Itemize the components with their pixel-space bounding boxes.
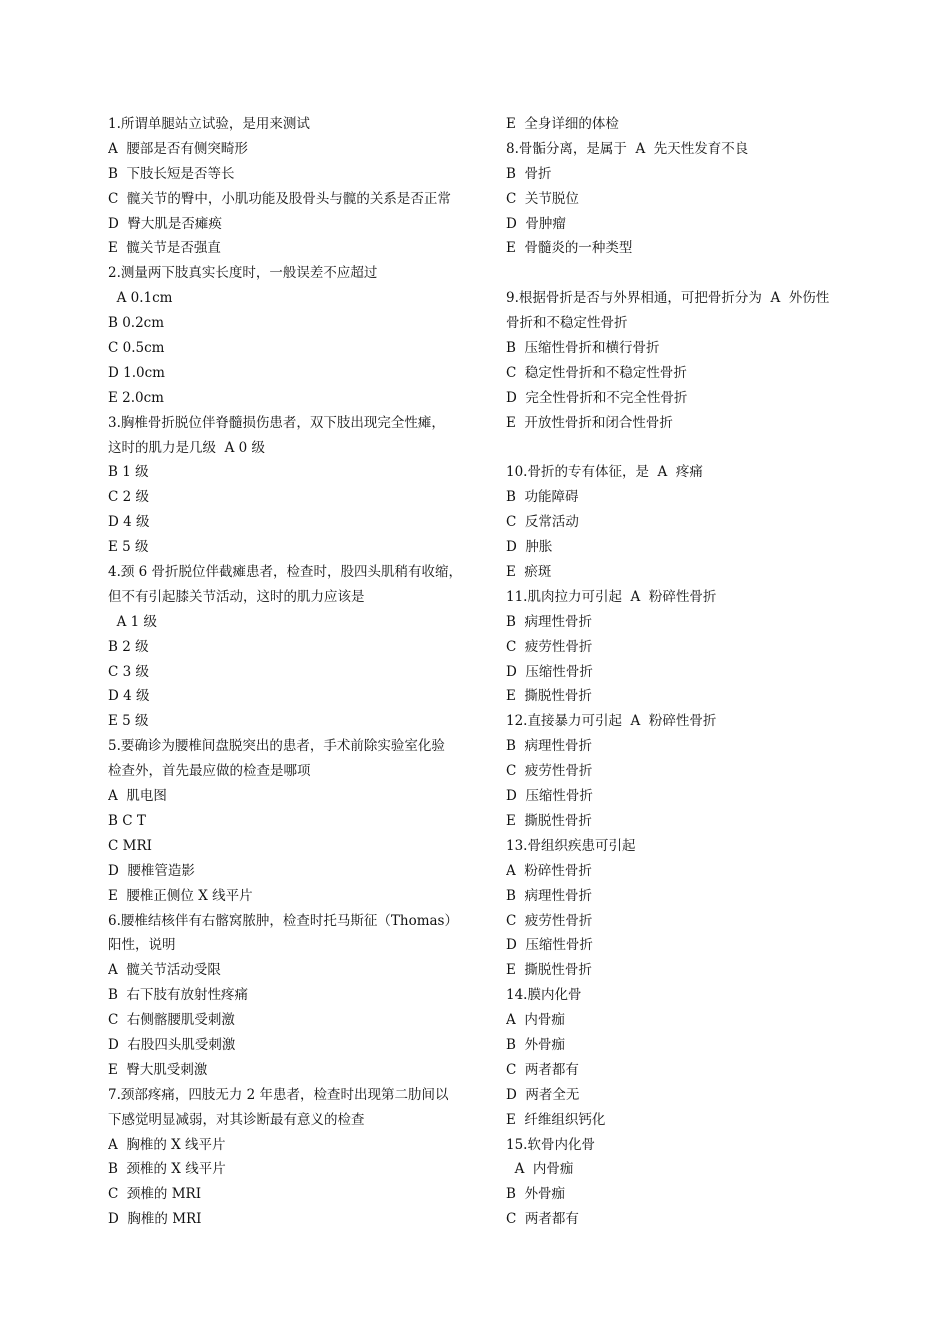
right-column-line [506,261,850,286]
left-column-line: A 胸椎的 X 线平片 [108,1136,226,1153]
right-column-line: D 压缩性骨折 [506,788,593,805]
left-column-line: D 4 级 [108,514,150,531]
right-column-line: C 稳定性骨折和不稳定性骨折 [506,364,687,381]
right-column-line: D 骨肿瘤 [506,215,566,232]
right-column-line: B 骨折 [506,165,552,182]
right-column-line: B 外骨痂 [506,1036,566,1053]
right-column-line: B 病理性骨折 [506,613,593,630]
left-column-line: C 颈椎的 MRI [108,1186,202,1203]
left-column-line: E 腰椎正侧位 X 线平片 [108,887,253,904]
left-column-line: D 4 级 [108,688,150,705]
left-column-line: 4.颈 6 骨折脱位伴截瘫患者，检查时，股四头肌稍有收缩， [108,564,463,581]
right-column-line: B 外骨痂 [506,1186,566,1203]
right-column-line: C 疲劳性骨折 [506,912,593,929]
right-column-line: 骨折和不稳定性骨折 [506,315,628,332]
left-column-line: 2.测量两下肢真实长度时，一般误差不应超过 [108,265,378,282]
right-column-line: C 两者都有 [506,1211,579,1228]
right-column-line: E 撕脱性骨折 [506,812,592,829]
left-column-line: 但不有引起膝关节活动，这时的肌力应该是 [108,588,365,605]
left-column-line: A 腰部是否有侧突畸形 [108,140,248,157]
left-column-line: E 2.0cm [108,389,164,406]
left-column-line: 下感觉明显减弱，对其诊断最有意义的检查 [108,1111,365,1128]
left-column-line: 5.要确诊为腰椎间盘脱突出的患者，手术前除实验室化验 [108,738,445,755]
right-column-line: D 肿胀 [506,539,553,556]
right-column-line: 13.骨组织疾患可引起 [506,837,636,854]
left-column-line: A 髋关节活动受限 [108,962,221,979]
right-column-line: A 粉碎性骨折 [506,862,592,879]
right-column-line: E 瘀斑 [506,564,552,581]
left-column-line: C 0.5cm [108,340,165,357]
left-column-line: C 右侧髂腰肌受刺激 [108,1012,235,1029]
right-column-line: C 关节脱位 [506,190,579,207]
left-column-line: B 0.2cm [108,315,165,332]
right-column-line: E 骨髓炎的一种类型 [506,240,633,257]
right-column-line: A 内骨痂 [506,1161,574,1178]
left-column-line: E 臀大肌受刺激 [108,1061,208,1078]
left-column-line: 检查外，首先最应做的检查是哪项 [108,763,311,780]
right-column-line: 12.直接暴力可引起 A 粉碎性骨折 [506,713,717,730]
right-column-line [506,436,850,461]
left-column-line: 6.腰椎结核伴有右髂窝脓肿，检查时托马斯征（Thomas） [108,912,458,929]
right-column-line: 15.软骨内化骨 [506,1136,595,1153]
left-column-line: A 肌电图 [108,788,167,805]
right-column-line: D 两者全无 [506,1086,580,1103]
right-column-line: E 纤维组织钙化 [506,1111,606,1128]
left-column-line: D 臀大肌是否瘫痪 [108,215,222,232]
left-column-line: B 右下肢有放射性疼痛 [108,987,249,1004]
right-column-line: B 病理性骨折 [506,887,593,904]
left-column-line: B 颈椎的 X 线平片 [108,1161,226,1178]
right-column-line: A 内骨痂 [506,1012,565,1029]
right-column-line: 14.膜内化骨 [506,987,582,1004]
left-column-line: E 髋关节是否强直 [108,240,221,257]
left-column-line: D 腰椎管造影 [108,862,195,879]
left-column-line: B 下肢长短是否等长 [108,165,235,182]
right-column-line: C 反常活动 [506,514,579,531]
right-column-line: D 压缩性骨折 [506,663,593,680]
left-column-line: C MRI [108,837,152,854]
left-column-line: A 0.1cm [108,290,173,307]
left-column-line: C 3 级 [108,663,150,680]
right-column-line: 11.肌肉拉力可引起 A 粉碎性骨折 [506,588,717,605]
right-column [506,112,850,1232]
right-column-line: 9.根据骨折是否与外界相通，可把骨折分为 A 外伤性 [506,290,830,307]
left-column-line: 7.颈部疼痛，四肢无力 2 年患者，检查时出现第二肋间以 [108,1086,449,1103]
left-column-line: C 2 级 [108,489,150,506]
right-column-line: C 疲劳性骨折 [506,763,593,780]
left-column-line: 这时的肌力是几级 A 0 级 [108,439,266,456]
left-column-line: E 5 级 [108,539,149,556]
right-column-line: C 两者都有 [506,1061,579,1078]
right-column-line: C 疲劳性骨折 [506,638,593,655]
right-column-line: B 压缩性骨折和横行骨折 [506,340,660,357]
right-column-line: 8.骨骺分离，是属于 A 先天性发育不良 [506,140,749,157]
left-column-line: B 2 级 [108,638,149,655]
left-column-line: 阳性，说明 [108,937,176,954]
right-column-line: E 撕脱性骨折 [506,688,592,705]
left-column-line: D 右股四头肌受刺激 [108,1036,236,1053]
right-column-line: B 功能障碍 [506,489,579,506]
right-column-line: E 全身详细的体检 [506,116,619,132]
left-column-line: D 1.0cm [108,364,165,381]
right-column-line: 10.骨折的专有体征，是 A 疼痛 [506,464,703,481]
left-column-line: 1.所谓单腿站立试验，是用来测试 [108,116,310,132]
left-column-line: E 5 级 [108,713,149,730]
left-column-line: C 髋关节的臀中，小肌功能及股骨头与髋的关系是否正常 [108,190,451,207]
right-column-line: D 压缩性骨折 [506,937,593,954]
left-column-line: 3.胸椎骨折脱位伴脊髓损伤患者，双下肢出现完全性瘫， [108,414,445,431]
right-column-line: B 病理性骨折 [506,738,593,755]
left-column-line: B 1 级 [108,464,149,481]
right-column-line: E 撕脱性骨折 [506,962,592,979]
left-column [108,112,488,1232]
left-column-line: D 胸椎的 MRI [108,1211,202,1228]
right-column-line: D 完全性骨折和不完全性骨折 [506,389,688,406]
left-column-line: B C T [108,812,146,829]
right-column-line: E 开放性骨折和闭合性骨折 [506,414,673,431]
left-column-line: A 1 级 [108,613,158,630]
